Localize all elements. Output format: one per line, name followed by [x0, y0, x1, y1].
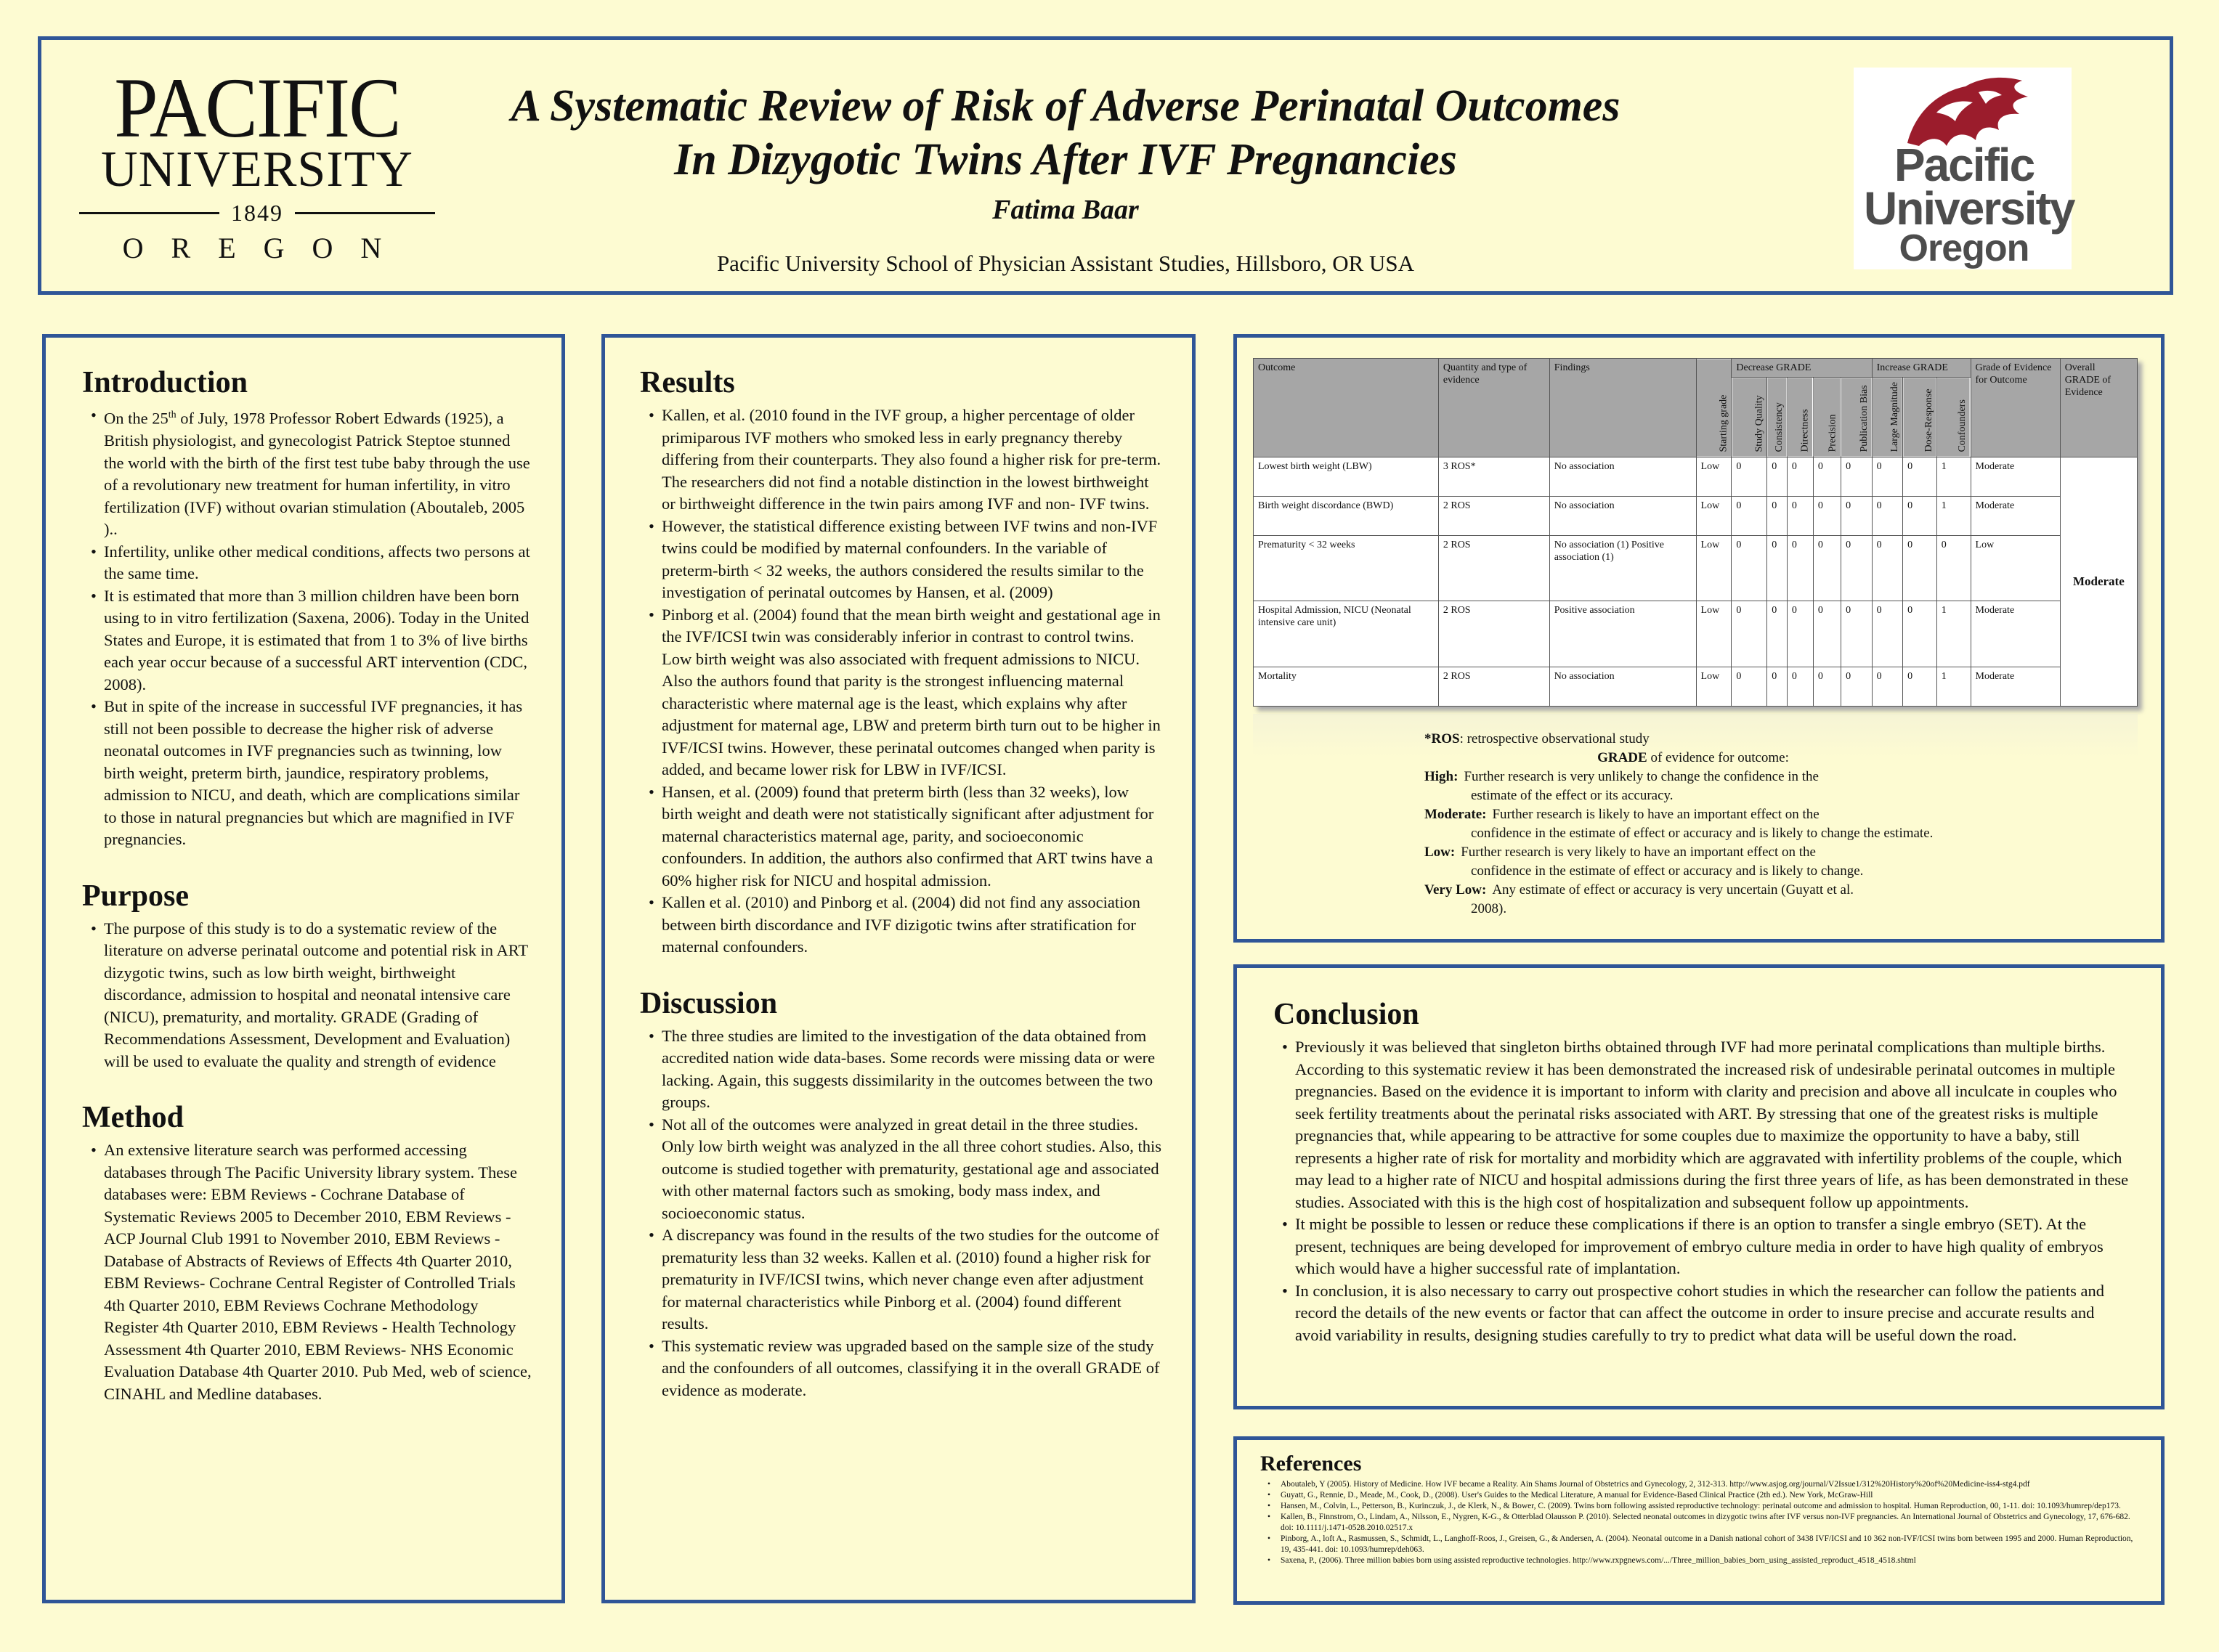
cell-outcome: Mortality — [1254, 667, 1439, 706]
cell-value: 0 — [1767, 667, 1788, 706]
list-item: • But in spite of the increase in successful IVF pregnancies, it has still not been possible to decrease the higher risk of adverse neonatal outcomes in IVF pregnancies such as twinning, low birth weight, preterm birth, jaundice, respiratory problems, admission to NICU, and death, which are complications similar to those in natural pregnancies but which are magnified in IVF pregnancies. — [82, 696, 532, 851]
list-item: • Kallen et al. (2010) and Pinborg et al. (2004) did not find any association between birth discordance and IVF dizigotic twins after stratification for maternal confounders. — [640, 892, 1163, 959]
cell-value: 0 — [1903, 667, 1937, 706]
discussion-heading: Discussion — [640, 986, 778, 1020]
middle-column-panel — [601, 334, 1196, 1603]
cell-value: 0 — [1903, 536, 1937, 601]
cell-value: 0 — [1813, 457, 1841, 496]
header-overall-grade: Overall GRADE of Evidence — [2060, 359, 2137, 457]
list-item: • Hansen, et al. (2009) found that preterm birth (less than 32 weeks), low birth weight and death were not statistically significant after adjustment for maternal characteristics maternal age, parity, and socioeconomic confounders. In addition, the authors also confirmed that ART twins have a 60% higher risk for NICU and hospital admission. — [640, 781, 1163, 892]
cell-value: 1 — [1936, 457, 1971, 496]
cell-value: 0 — [1732, 536, 1767, 601]
header-dose-response: Dose-Response — [1903, 378, 1937, 457]
cell-grade: Moderate — [1971, 457, 2060, 496]
cell-value: 1 — [1936, 667, 1971, 706]
table-row — [1254, 601, 2138, 667]
header-large-magnitude: Large Magnitude — [1872, 378, 1902, 457]
cell-value: 0 — [1872, 457, 1902, 496]
author-name: Fatima Baar — [992, 195, 1139, 225]
cell-value: 0 — [1872, 536, 1902, 601]
list-item: • Not all of the outcomes were analyzed in great detail in the three studies. Only low birth weight was analyzed in the all three cohort studies. Also, this outcome is studied together with prematurity, gestational age and associated with other maternal factors such as smoking, body mass index, and socioeconomic status. — [640, 1114, 1163, 1225]
logo-wordmark-university: UNIVERSITY — [101, 142, 413, 198]
grade-table-container — [1253, 358, 2138, 707]
method-heading: Method — [82, 1101, 184, 1134]
logo-wordmark-pacific: PACIFIC — [114, 60, 400, 155]
references-list — [1260, 1479, 2139, 1566]
cell-grade: Moderate — [1971, 496, 2060, 535]
cell-value: 0 — [1903, 601, 1937, 667]
cell-value: 0 — [1767, 457, 1788, 496]
cell-value: 0 — [1813, 667, 1841, 706]
title-block — [477, 79, 1654, 277]
list-item: • A discrepancy was found in the results of the two studies for the outcome of prematurity less than 32 weeks. Kallen et al. (2010) found a higher risk for prematurity in IVF/ICSI twins, which never change even after adjustment for maternal characteristics while Pinborg et al. (2004) found different results. — [640, 1224, 1163, 1335]
cell-value: 0 — [1841, 601, 1872, 667]
cell-outcome: Prematurity < 32 weeks — [1254, 536, 1439, 601]
list-item: • It is estimated that more than 3 million children have been born using to in vitro fertilization (Saxena, 2006). Today in the United States and Europe, it is estimated that from 1 to 3% of live births each year occur because of a successful ART intervention (CDC, 2008). — [82, 585, 532, 696]
cell-quantity: 3 ROS* — [1438, 457, 1549, 496]
table-row — [1254, 457, 2138, 496]
cell-value: 0 — [1767, 496, 1788, 535]
header-confounders: Confounders — [1936, 378, 1971, 457]
cell-value: 0 — [1732, 667, 1767, 706]
cell-value: 0 — [1841, 457, 1872, 496]
legend-item-high: High: Further research is very unlikely to change the confidence in the estimate of the effect or its accuracy. — [1424, 769, 1819, 803]
legend-item-low: Low: Further research is very likely to have an important effect on the confidence in the estimate of effect or accuracy and is likely to change. — [1424, 845, 1864, 879]
cell-value: 0 — [1813, 536, 1841, 601]
title-line-2: In Dizygotic Twins After IVF Pregnancies — [674, 135, 1457, 184]
cell-value: 0 — [1732, 601, 1767, 667]
logo-right-pacific: Pacific — [1894, 139, 2035, 191]
cell-value: 0 — [1767, 536, 1788, 601]
cell-value: 0 — [1813, 601, 1841, 667]
cell-grade: Moderate — [1971, 667, 2060, 706]
ros-definition: *ROS: retrospective observational study — [1424, 731, 1650, 746]
cell-value: 0 — [1813, 496, 1841, 535]
cell-quantity: 2 ROS — [1438, 667, 1549, 706]
header-increase-grade: Increase GRADE — [1872, 359, 1971, 378]
table-row — [1254, 536, 2138, 601]
cell-starting: Low — [1696, 457, 1732, 496]
reference-item: • Pinborg, A., loft A., Rasmussen, S., Schmidt, L., Langhoff-Roos, J., Greisen, G., & Andersen, A. (2004). Neonatal outcome in a Danish national cohort of 3438 IVF/ICSI and 10 362 non-IVF/ICSI twins born between 1995 and 2000. Human Reproduction, 19, 435-441. doi: 10.1093/humrep/deh063. — [1260, 1534, 2139, 1555]
header-consistency: Consistency — [1767, 378, 1788, 457]
poster-title — [477, 79, 1654, 187]
left-column-panel — [42, 334, 565, 1603]
cell-value: 0 — [1787, 457, 1813, 496]
header-outcome: Outcome — [1254, 359, 1439, 457]
cell-grade: Moderate — [1971, 601, 2060, 667]
cell-value: 0 — [1732, 496, 1767, 535]
cell-value: 0 — [1787, 667, 1813, 706]
header-grade-outcome: Grade of Evidence for Outcome — [1971, 359, 2060, 457]
cell-starting: Low — [1696, 496, 1732, 535]
reference-item: • Kallen, B., Finnstrom, O., Lindam, A., Nilsson, E., Nygren, K-G., & Otterblad Olausson P. (2010). Selected neonatal outcomes in dizygotic twins after IVF versus non-IVF pregnancies. An International Journal of Obstetrics and Gynecology, 17, 676-682. doi: 10.1111/j.1471-0528.2010.02517.x — [1260, 1512, 2139, 1534]
cell-value: 0 — [1872, 667, 1902, 706]
cell-overall-grade: Moderate — [2060, 457, 2137, 706]
table-row — [1254, 667, 2138, 706]
list-item: • However, the statistical difference existing between IVF twins and non-IVF twins could be modified by maternal confounders. In the variable of preterm-birth < 32 weeks, the authors considered the results similar to the investigation of perinatal outcomes by Hansen, et al. (2009) — [640, 516, 1163, 604]
header-quantity: Quantity and type of evidence — [1438, 359, 1549, 457]
title-line-1: A Systematic Review of Risk of Adverse Perinatal Outcomes — [511, 81, 1620, 131]
list-item: • The purpose of this study is to do a systematic review of the literature on adverse perinatal outcome and potential risk in ART dizygotic twins, such as low birth weight, birthweight discordance, admission to hospital and neonatal intensive care (NICU), prematurity, and mortality. GRADE (Grading of Recommendations Assessment, Development and Evaluation) will be used to evaluate the quality and strength of evidence — [82, 918, 532, 1073]
cell-value: 0 — [1872, 496, 1902, 535]
conclusion-list — [1273, 1036, 2132, 1346]
list-item: • Previously it was believed that singleton births obtained through IVF had more perinatal complications than multiple births. According to this systematic review it has been demonstrated the increased risk of undesirable perinatal outcomes in multiple pregnancies. Based on the evidence it is important to inform with clarity and precision and above all inculcate in couples who seek fertility treatments about the perinatal risks associated with ART. By stressing that one of the greatest risks is multiple pregnancies that, while appearing to be attractive for some couples due to maximize the opportunity to have a baby, still represents a higher rate of risk for mortality and morbidity which are aggravated with infertility problems of the couple, which may lead to a higher rate of NICU and hospital admissions during the first three years of life, as has been demonstrated in these studies. Associated with this is the high cost of hospitalization and subsequent follow up appointments. — [1273, 1036, 2132, 1213]
references-panel — [1233, 1436, 2165, 1605]
reference-item: • Guyatt, G., Rennie, D., Meade, M., Cook, D., (2008). User's Guides to the Medical Literature, A manual for Evidence-Based Clinical Practice (2th ed.). New York, McGraw-Hill — [1260, 1490, 2139, 1501]
list-item: • Kallen, et al. (2010 found in the IVF group, a higher percentage of older primiparous IVF mothers who smoked less in early pregnancy thereby differing from their counterparts. They also found a higher risk for pre-term. The researchers did not find a notable distinction in the lowest birthweight or birthweight difference in the twin pairs among IVF and non- IVF twins. — [640, 404, 1163, 516]
header-publication-bias: Publication Bias — [1841, 378, 1872, 457]
logo-right-oregon: Oregon — [1899, 227, 2029, 269]
cell-outcome: Hospital Admission, NICU (Neonatal intensive care unit) — [1254, 601, 1439, 667]
header-findings: Findings — [1549, 359, 1696, 457]
cell-starting: Low — [1696, 601, 1732, 667]
reference-item: • Aboutaleb, Y (2005). History of Medicine. How IVF became a Reality. Ain Shams Journal of Obstetrics and Gynecology, 2, 312-313. http://www.asjog.org/journal/V2Issue1/312%20History%20of%20Medicine-iss4-stg4.pdf — [1260, 1479, 2139, 1490]
table-row — [1254, 496, 2138, 535]
legend-item-moderate: Moderate: Further research is likely to have an important effect on the confidence in the estimate of effect or accuracy and is likely to change the estimate. — [1424, 807, 1934, 841]
reference-item: • Saxena, P., (2006). Three million babies born using assisted reproductive technologies. http://www.rxpgnews.com/.../Three_million_babies_born_using_assisted_reproduct_4518_4518.shtml — [1260, 1555, 2139, 1566]
logo-state: OREGON — [122, 232, 410, 264]
results-list — [640, 404, 1163, 959]
conclusion-panel — [1233, 964, 2165, 1409]
cell-starting: Low — [1696, 536, 1732, 601]
legend-item-very-low: Very Low: Any estimate of effect or accuracy is very uncertain (Guyatt et al. 2008). — [1424, 882, 1854, 916]
results-heading: Results — [640, 366, 735, 399]
cell-outcome: Lowest birth weight (LBW) — [1254, 457, 1439, 496]
logo-right-university: University — [1864, 182, 2074, 235]
cell-value: 0 — [1903, 457, 1937, 496]
cell-outcome: Birth weight discordance (BWD) — [1254, 496, 1439, 535]
cell-findings: No association — [1549, 457, 1696, 496]
cell-findings: No association (1) Positive association (1) — [1549, 536, 1696, 601]
cell-value: 0 — [1903, 496, 1937, 535]
cell-value: 0 — [1936, 536, 1971, 601]
cell-value: 1 — [1936, 496, 1971, 535]
list-item: • It might be possible to lessen or reduce these complications if there is an option to transfer a single embryo (SET). At the present, techniques are being developed for improvement of embryo culture media in order to have high quality of embryos which would have a higher successful rate of implantation. — [1273, 1213, 2132, 1280]
introduction-list — [82, 404, 532, 851]
cell-value: 0 — [1841, 496, 1872, 535]
pacific-university-logo-left — [79, 60, 435, 264]
poster-header — [38, 36, 2173, 295]
cell-value: 0 — [1841, 667, 1872, 706]
list-item: • On the 25th of July, 1978 Professor Robert Edwards (1925), a British physiologist, and gynecologist Patrick Steptoe stunned the world with the birth of the first test tube baby through the use of a revolutionary new treatment for human infertility, in vitro fertilization (IVF) without ovarian stimulation (Aboutaleb, 2005 ).. — [82, 404, 532, 541]
logo-year-line — [79, 200, 435, 227]
cell-quantity: 2 ROS — [1438, 601, 1549, 667]
cell-value: 0 — [1787, 536, 1813, 601]
cell-value: 0 — [1872, 601, 1902, 667]
method-list — [82, 1139, 532, 1405]
affiliation: Pacific University School of Physician Assistant Studies, Hillsboro, OR USA — [716, 251, 1415, 276]
logo-year: 1849 — [231, 200, 283, 226]
list-item: • Pinborg et al. (2004) found that the mean birth weight and gestational age in the IVF/ICSI twin was considerably inferior in contrast to control twins. Low birth weight was also associated with frequent admissions to NICU. Also the authors found that parity is the strongest influencing maternal characteristic where maternal age is the least, which explains why after adjustment for maternal age, LBW and preterm birth turn out to be higher in IVF/ICSI twins. However, these perinatal outcomes changed when parity is added, and became lower risk for LBW in IVF/ICSI. — [640, 604, 1163, 781]
logo-right-wordmark — [1864, 139, 2074, 269]
discussion-list — [640, 1025, 1163, 1402]
header-study-quality: Study Quality — [1732, 378, 1767, 457]
grade-legend — [1424, 730, 1962, 919]
cell-findings: No association — [1549, 496, 1696, 535]
cell-findings: Positive association — [1549, 601, 1696, 667]
list-item: • This systematic review was upgraded based on the sample size of the study and the confounders of all outcomes, classifying it in the overall GRADE of evidence as moderate. — [640, 1335, 1163, 1402]
introduction-heading: Introduction — [82, 366, 248, 399]
cell-value: 1 — [1936, 601, 1971, 667]
cell-quantity: 2 ROS — [1438, 496, 1549, 535]
reference-item: • Hansen, M., Colvin, L., Petterson, B., Kurinczuk, J., de Klerk, N., & Bower, C. (2009). Twins born following assisted reproductive technology: perinatal outcome and admission to hospital. Human Reproduction, 00, 1-11. doi: 10.1093/humrep/dep173. — [1260, 1501, 2139, 1512]
purpose-heading: Purpose — [82, 879, 189, 913]
pacific-university-logo-right — [1854, 68, 2072, 269]
cell-value: 0 — [1732, 457, 1767, 496]
header-decrease-grade: Decrease GRADE — [1732, 359, 1872, 378]
references-heading: References — [1260, 1452, 1362, 1476]
header-starting-grade: Starting grade — [1696, 359, 1732, 457]
cell-starting: Low — [1696, 667, 1732, 706]
list-item: • Infertility, unlike other medical conditions, affects two persons at the same time. — [82, 541, 532, 585]
grade-table-panel — [1233, 334, 2165, 943]
cell-value: 0 — [1787, 496, 1813, 535]
purpose-list — [82, 918, 532, 1073]
cell-grade: Low — [1971, 536, 2060, 601]
cell-quantity: 2 ROS — [1438, 536, 1549, 601]
cell-value: 0 — [1841, 536, 1872, 601]
header-directness: Directness — [1787, 378, 1813, 457]
list-item: • The three studies are limited to the investigation of the data obtained from accredited nation wide data-bases. Some records were missing data or were lacking. Again, this suggests dissimilarity in the outcomes between the two groups. — [640, 1025, 1163, 1114]
grade-legend-title: GRADE of evidence for outcome: — [1597, 750, 1789, 765]
header-precision: Precision — [1813, 378, 1841, 457]
list-item: • In conclusion, it is also necessary to carry out prospective cohort studies in which the researcher can follow the patients and record the details of the new events or factor that can affect the outcome in order to insure precise and accurate results and avoid variability in results, designing studies carefully to try to predict what data will be useful down the road. — [1273, 1280, 2132, 1347]
cell-value: 0 — [1767, 601, 1788, 667]
cell-value: 0 — [1787, 601, 1813, 667]
grade-evidence-table — [1253, 358, 2138, 707]
conclusion-heading: Conclusion — [1273, 998, 1419, 1031]
list-item: • An extensive literature search was performed accessing databases through The Pacific University library system. These databases were: EBM Reviews - Cochrane Database of Systematic Reviews 2005 to December 2010, EBM Reviews - ACP Journal Club 1991 to November 2010, EBM Reviews - Database of Abstracts of Reviews of Effects 4th Quarter 2010, EBM Reviews- Cochrane Central Register of Controlled Trials 4th Quarter 2010, EBM Reviews Cochrane Methodology Register 4th Quarter 2010, EBM Reviews - Health Technology Assessment 4th Quarter 2010, EBM Reviews- NHS Economic Evaluation Database 4th Quarter 2010. Pub Med, web of science, CINAHL and Medline databases. — [82, 1139, 532, 1405]
cell-findings: No association — [1549, 667, 1696, 706]
